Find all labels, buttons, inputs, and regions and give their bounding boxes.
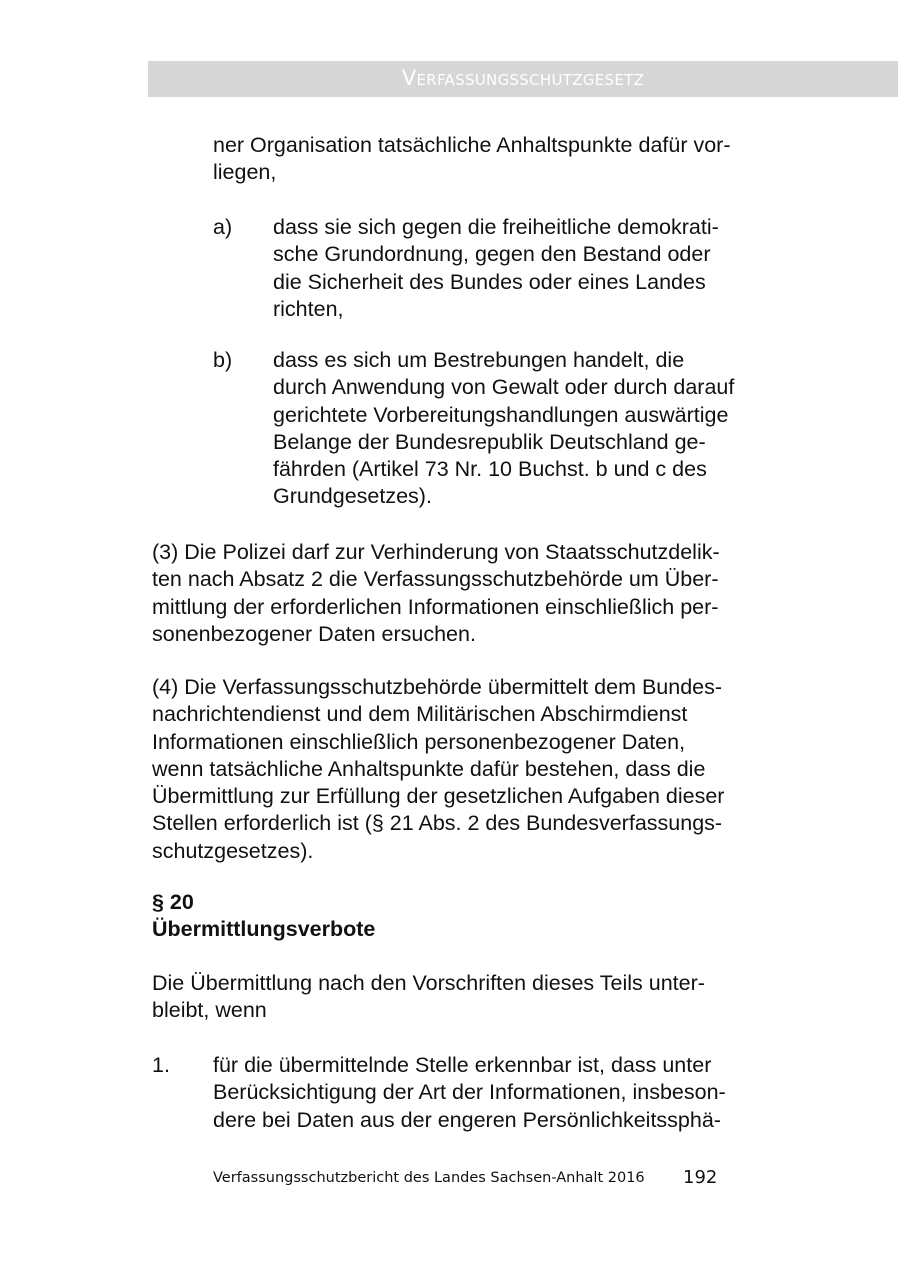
text-line: sonenbezogener Daten ersuchen.: [152, 621, 476, 646]
text-line: die Sicherheit des Bundes oder eines Landes: [273, 269, 706, 294]
text-line: liegen,: [213, 160, 277, 185]
text-line: bleibt, wenn: [152, 998, 267, 1023]
section-heading: [152, 889, 375, 944]
intro-text: [213, 132, 731, 187]
list-label-a: a): [213, 215, 233, 239]
list-item-1: [213, 1052, 726, 1134]
section-number: § 20: [152, 890, 194, 914]
text-line: durch Anwendung von Gewalt oder durch darauf: [273, 375, 735, 400]
text-line: Grundgesetzes).: [273, 484, 432, 509]
text-line: Stellen erforderlich ist (§ 21 Abs. 2 des Bundesverfassungs-: [152, 811, 723, 836]
text-line: (4) Die Verfassungsschutzbehörde übermittelt dem Bundes-: [152, 675, 723, 699]
text-line: mittlung der erforderlichen Informationen einschließlich per-: [152, 594, 719, 619]
text-line: fährden (Artikel 73 Nr. 10 Buchst. b und c des: [273, 457, 707, 482]
list-item-a: [273, 214, 719, 323]
text-line: (3) Die Polizei darf zur Verhinderung von Staatsschutzdelik-: [152, 540, 720, 564]
text-line: schutzgesetzes).: [152, 838, 314, 863]
text-line: sche Grundordnung, gegen den Bestand oder: [273, 242, 711, 267]
text-line: Übermittlung zur Erfüllung der gesetzlichen Aufgaben dieser: [152, 784, 725, 809]
text-line: Informationen einschließlich personenbezogener Daten,: [152, 729, 686, 754]
text-line: dass sie sich gegen die freiheitliche demokrati-: [273, 215, 719, 239]
list-label-1: 1.: [152, 1053, 170, 1077]
text-line: ner Organisation tatsächliche Anhaltspunkte dafür vor-: [213, 133, 731, 157]
text-line: dere bei Daten aus der engeren Persönlichkeitssphä-: [213, 1107, 721, 1132]
footer-text: Verfassungsschutzbericht des Landes Sachsen-Anhalt 2016: [213, 1170, 645, 1186]
header-title: Verfassungsschutzgesetz: [401, 66, 645, 90]
text-line: richten,: [273, 296, 344, 321]
paragraph-4: [152, 674, 724, 865]
text-line: Die Übermittlung nach den Vorschriften dieses Teils unter-: [152, 971, 705, 995]
section-intro: [152, 970, 705, 1025]
section-title: Übermittlungsverbote: [152, 917, 376, 942]
list-item-b: [273, 347, 734, 511]
text-line: für die übermittelnde Stelle erkennbar ist, dass unter: [213, 1053, 712, 1077]
text-line: dass es sich um Bestrebungen handelt, die: [273, 348, 685, 372]
text-line: gerichtete Vorbereitungshandlungen auswärtige: [273, 402, 729, 427]
text-line: ten nach Absatz 2 die Verfassungsschutzbehörde um Über-: [152, 567, 719, 592]
paragraph-3: [152, 539, 720, 648]
text-line: Belange der Bundesrepublik Deutschland ge-: [273, 429, 706, 454]
page-number: 192: [683, 1167, 718, 1188]
text-line: wenn tatsächliche Anhaltspunkte dafür bestehen, dass die: [152, 756, 706, 781]
text-line: Berücksichtigung der Art der Informationen, insbeson-: [213, 1080, 726, 1105]
list-label-b: b): [213, 348, 233, 372]
running-header: [148, 61, 898, 97]
text-line: nachrichtendienst und dem Militärischen Abschirmdienst: [152, 702, 688, 727]
